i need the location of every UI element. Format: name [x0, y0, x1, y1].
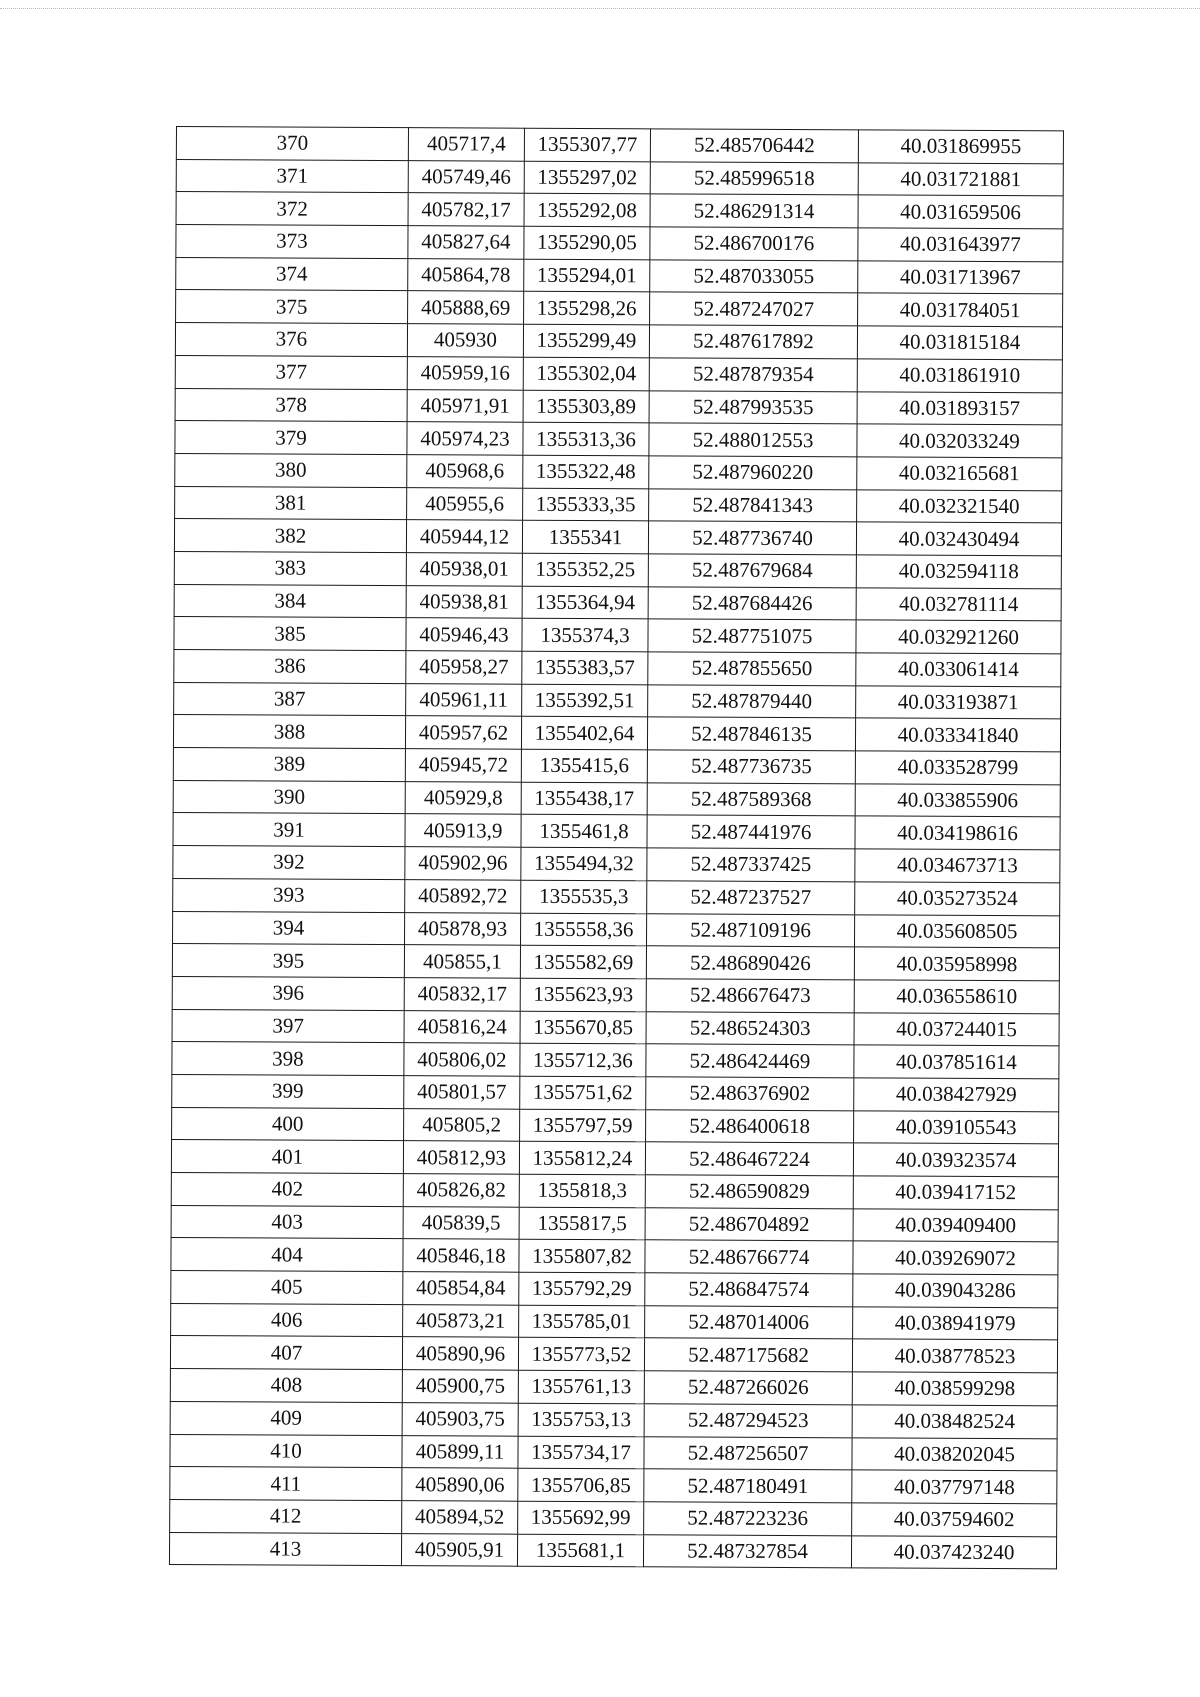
- latitude-cell: 52.487337425: [647, 848, 855, 882]
- point-number-cell: 399: [172, 1074, 404, 1108]
- y-coordinate-cell: 1355290,05: [524, 226, 650, 259]
- latitude-cell: 52.487846135: [647, 717, 855, 751]
- point-number-cell: 387: [174, 682, 406, 716]
- latitude-cell: 52.488012553: [649, 423, 857, 457]
- y-coordinate-cell: 1355807,82: [519, 1240, 645, 1273]
- y-coordinate-cell: 1355681,1: [517, 1534, 643, 1567]
- y-coordinate-cell: 1355298,26: [524, 292, 650, 325]
- y-coordinate-cell: 1355322,48: [523, 455, 649, 488]
- y-coordinate-cell: 1355341: [522, 520, 648, 553]
- latitude-cell: 52.487736740: [648, 521, 856, 555]
- x-coordinate-cell: 405873,21: [403, 1304, 519, 1337]
- table-row: [172, 1042, 1059, 1079]
- x-coordinate-cell: 405846,18: [403, 1239, 519, 1272]
- point-number-cell: 381: [175, 486, 407, 520]
- x-coordinate-cell: 405855,1: [404, 945, 520, 978]
- point-number-cell: 386: [174, 649, 406, 683]
- point-number-cell: 407: [170, 1336, 402, 1370]
- x-coordinate-cell: 405890,96: [402, 1337, 518, 1370]
- x-coordinate-cell: 405899,11: [402, 1435, 518, 1468]
- x-coordinate-cell: 405902,96: [405, 847, 521, 880]
- longitude-cell: 40.034198616: [855, 816, 1060, 850]
- latitude-cell: 52.487033055: [650, 260, 858, 294]
- x-coordinate-cell: 405961,11: [406, 683, 522, 716]
- point-number-cell: 411: [170, 1467, 402, 1501]
- latitude-cell: 52.486766774: [645, 1240, 853, 1274]
- table-row: [175, 421, 1062, 458]
- latitude-cell: 52.486467224: [645, 1142, 853, 1176]
- point-number-cell: 393: [173, 878, 405, 912]
- x-coordinate-cell: 405945,72: [405, 749, 521, 782]
- y-coordinate-cell: 1355753,13: [518, 1403, 644, 1436]
- x-coordinate-cell: 405816,24: [404, 1010, 520, 1043]
- latitude-cell: 52.487327854: [643, 1534, 851, 1568]
- table-row: [171, 1303, 1058, 1340]
- point-number-cell: 398: [172, 1042, 404, 1076]
- y-coordinate-cell: 1355623,93: [520, 978, 646, 1011]
- point-number-cell: 374: [176, 257, 408, 291]
- table-row: [176, 225, 1063, 262]
- table-row: [171, 1238, 1058, 1275]
- table-row: [170, 1336, 1057, 1373]
- coordinate-table-container: [169, 126, 1064, 1570]
- table-row: [176, 159, 1063, 196]
- point-number-cell: 383: [174, 551, 406, 585]
- y-coordinate-cell: 1355302,04: [523, 357, 649, 390]
- table-row: [174, 682, 1061, 719]
- y-coordinate-cell: 1355438,17: [521, 782, 647, 815]
- longitude-cell: 40.035958998: [854, 947, 1059, 981]
- latitude-cell: 52.487109196: [646, 913, 854, 947]
- point-number-cell: 400: [172, 1107, 404, 1141]
- point-number-cell: 378: [175, 388, 407, 422]
- latitude-cell: 52.486524303: [646, 1011, 854, 1045]
- point-number-cell: 373: [176, 225, 408, 259]
- y-coordinate-cell: 1355415,6: [521, 749, 647, 782]
- x-coordinate-cell: 405801,57: [404, 1076, 520, 1109]
- latitude-cell: 52.487751075: [648, 619, 856, 653]
- longitude-cell: 40.032781114: [856, 587, 1061, 621]
- x-coordinate-cell: 405892,72: [405, 879, 521, 912]
- point-number-cell: 408: [170, 1369, 402, 1403]
- y-coordinate-cell: 1355313,36: [523, 422, 649, 455]
- x-coordinate-cell: 405806,02: [404, 1043, 520, 1076]
- x-coordinate-cell: 405903,75: [402, 1402, 518, 1435]
- latitude-cell: 52.487841343: [649, 488, 857, 522]
- longitude-cell: 40.032033249: [857, 424, 1062, 458]
- x-coordinate-cell: 405805,2: [404, 1108, 520, 1141]
- latitude-cell: 52.487266026: [644, 1371, 852, 1405]
- latitude-cell: 52.486590829: [645, 1175, 853, 1209]
- x-coordinate-cell: 405854,84: [403, 1272, 519, 1305]
- longitude-cell: 40.039409400: [853, 1209, 1058, 1243]
- longitude-cell: 40.037244015: [854, 1012, 1059, 1046]
- x-coordinate-cell: 405959,16: [407, 356, 523, 389]
- table-row: [176, 127, 1063, 164]
- latitude-cell: 52.486676473: [646, 979, 854, 1013]
- y-coordinate-cell: 1355494,32: [521, 847, 647, 880]
- longitude-cell: 40.038427929: [854, 1078, 1059, 1112]
- longitude-cell: 40.032321540: [857, 489, 1062, 523]
- latitude-cell: 52.486424469: [646, 1044, 854, 1078]
- latitude-cell: 52.487175682: [644, 1338, 852, 1372]
- latitude-cell: 52.487993535: [649, 390, 857, 424]
- table-row: [170, 1401, 1057, 1438]
- y-coordinate-cell: 1355374,3: [522, 619, 648, 652]
- x-coordinate-cell: 405717,4: [408, 128, 524, 161]
- longitude-cell: 40.033061414: [856, 653, 1061, 687]
- latitude-cell: 52.487589368: [647, 783, 855, 817]
- table-row: [171, 1140, 1058, 1177]
- longitude-cell: 40.031643977: [858, 228, 1063, 262]
- longitude-cell: 40.033855906: [855, 784, 1060, 818]
- table-row: [174, 649, 1061, 686]
- table-row: [173, 780, 1060, 817]
- y-coordinate-cell: 1355773,52: [518, 1338, 644, 1371]
- point-number-cell: 406: [171, 1303, 403, 1337]
- table-row: [173, 911, 1060, 948]
- longitude-cell: 40.036558610: [854, 980, 1059, 1014]
- x-coordinate-cell: 405894,52: [402, 1500, 518, 1533]
- x-coordinate-cell: 405812,93: [403, 1141, 519, 1174]
- y-coordinate-cell: 1355582,69: [520, 945, 646, 978]
- table-row: [173, 878, 1060, 915]
- longitude-cell: 40.031713967: [858, 261, 1063, 295]
- point-number-cell: 396: [172, 976, 404, 1010]
- table-row: [172, 1009, 1059, 1046]
- y-coordinate-cell: 1355812,24: [519, 1142, 645, 1175]
- x-coordinate-cell: 405864,78: [408, 258, 524, 291]
- point-number-cell: 388: [173, 715, 405, 749]
- latitude-cell: 52.487247027: [650, 292, 858, 326]
- latitude-cell: 52.486291314: [650, 194, 858, 228]
- table-row: [174, 584, 1061, 621]
- longitude-cell: 40.031861910: [857, 359, 1062, 393]
- x-coordinate-cell: 405957,62: [405, 716, 521, 749]
- latitude-cell: 52.487855650: [648, 652, 856, 686]
- latitude-cell: 52.486400618: [646, 1109, 854, 1143]
- y-coordinate-cell: 1355817,5: [519, 1207, 645, 1240]
- x-coordinate-cell: 405839,5: [403, 1206, 519, 1239]
- point-number-cell: 389: [173, 748, 405, 782]
- latitude-cell: 52.487879354: [649, 358, 857, 392]
- table-row: [176, 192, 1063, 229]
- y-coordinate-cell: 1355292,08: [524, 194, 650, 227]
- longitude-cell: 40.038202045: [852, 1437, 1057, 1471]
- latitude-cell: 52.487679684: [648, 554, 856, 588]
- y-coordinate-cell: 1355818,3: [519, 1174, 645, 1207]
- y-coordinate-cell: 1355734,17: [518, 1436, 644, 1469]
- x-coordinate-cell: 405968,6: [407, 455, 523, 488]
- longitude-cell: 40.039417152: [853, 1176, 1058, 1210]
- point-number-cell: 375: [176, 290, 408, 324]
- latitude-cell: 52.487223236: [644, 1502, 852, 1536]
- longitude-cell: 40.034673713: [855, 849, 1060, 883]
- x-coordinate-cell: 405888,69: [408, 291, 524, 324]
- point-number-cell: 402: [171, 1172, 403, 1206]
- longitude-cell: 40.037423240: [851, 1535, 1056, 1569]
- longitude-cell: 40.039105543: [854, 1110, 1059, 1144]
- latitude-cell: 52.486890426: [646, 946, 854, 980]
- x-coordinate-cell: 405749,46: [408, 160, 524, 193]
- point-number-cell: 392: [173, 846, 405, 880]
- y-coordinate-cell: 1355558,36: [520, 913, 646, 946]
- point-number-cell: 405: [171, 1271, 403, 1305]
- point-number-cell: 372: [176, 192, 408, 226]
- longitude-cell: 40.031659506: [858, 195, 1063, 229]
- longitude-cell: 40.037594602: [852, 1503, 1057, 1537]
- latitude-cell: 52.487441976: [647, 815, 855, 849]
- x-coordinate-cell: 405946,43: [406, 618, 522, 651]
- y-coordinate-cell: 1355297,02: [524, 161, 650, 194]
- table-row: [172, 1107, 1059, 1144]
- table-row: [174, 519, 1061, 556]
- point-number-cell: 412: [170, 1499, 402, 1533]
- x-coordinate-cell: 405974,23: [407, 422, 523, 455]
- y-coordinate-cell: 1355761,13: [518, 1370, 644, 1403]
- point-number-cell: 376: [175, 323, 407, 357]
- table-row: [169, 1532, 1056, 1569]
- longitude-cell: 40.038941979: [853, 1307, 1058, 1341]
- latitude-cell: 52.486376902: [646, 1077, 854, 1111]
- x-coordinate-cell: 405878,93: [405, 912, 521, 945]
- point-number-cell: 401: [171, 1140, 403, 1174]
- point-number-cell: 394: [173, 911, 405, 945]
- y-coordinate-cell: 1355383,57: [522, 651, 648, 684]
- longitude-cell: 40.039269072: [853, 1241, 1058, 1275]
- table-row: [170, 1434, 1057, 1471]
- point-number-cell: 395: [172, 944, 404, 978]
- point-number-cell: 371: [176, 159, 408, 193]
- longitude-cell: 40.035273524: [855, 882, 1060, 916]
- table-row: [173, 846, 1060, 883]
- x-coordinate-cell: 405944,12: [406, 520, 522, 553]
- point-number-cell: 384: [174, 584, 406, 618]
- x-coordinate-cell: 405958,27: [406, 651, 522, 684]
- point-number-cell: 380: [175, 453, 407, 487]
- latitude-cell: 52.487237527: [647, 881, 855, 915]
- table-row: [175, 453, 1062, 490]
- y-coordinate-cell: 1355751,62: [520, 1076, 646, 1109]
- latitude-cell: 52.487960220: [649, 456, 857, 490]
- table-row: [173, 813, 1060, 850]
- point-number-cell: 377: [175, 355, 407, 389]
- y-coordinate-cell: 1355352,25: [522, 553, 648, 586]
- y-coordinate-cell: 1355670,85: [520, 1011, 646, 1044]
- y-coordinate-cell: 1355303,89: [523, 390, 649, 423]
- table-row: [172, 944, 1059, 981]
- latitude-cell: 52.486700176: [650, 227, 858, 261]
- table-row: [171, 1271, 1058, 1308]
- x-coordinate-cell: 405930: [407, 324, 523, 357]
- latitude-cell: 52.487256507: [644, 1436, 852, 1470]
- coordinate-table: [169, 126, 1064, 1570]
- table-row: [170, 1467, 1057, 1504]
- table-row: [172, 976, 1059, 1013]
- x-coordinate-cell: 405900,75: [402, 1370, 518, 1403]
- x-coordinate-cell: 405826,82: [403, 1174, 519, 1207]
- y-coordinate-cell: 1355364,94: [522, 586, 648, 619]
- longitude-cell: 40.031815184: [857, 326, 1062, 360]
- latitude-cell: 52.487180491: [644, 1469, 852, 1503]
- point-number-cell: 397: [172, 1009, 404, 1043]
- point-number-cell: 382: [174, 519, 406, 553]
- longitude-cell: 40.037797148: [852, 1470, 1057, 1504]
- longitude-cell: 40.033528799: [855, 751, 1060, 785]
- table-row: [173, 715, 1060, 752]
- longitude-cell: 40.031893157: [857, 391, 1062, 425]
- table-row: [171, 1172, 1058, 1209]
- longitude-cell: 40.032165681: [857, 457, 1062, 491]
- y-coordinate-cell: 1355797,59: [520, 1109, 646, 1142]
- y-coordinate-cell: 1355333,35: [523, 488, 649, 521]
- y-coordinate-cell: 1355706,85: [518, 1468, 644, 1501]
- x-coordinate-cell: 405827,64: [408, 226, 524, 259]
- x-coordinate-cell: 405955,6: [407, 487, 523, 520]
- longitude-cell: 40.038599298: [852, 1372, 1057, 1406]
- point-number-cell: 404: [171, 1238, 403, 1272]
- table-row: [173, 748, 1060, 785]
- latitude-cell: 52.487294523: [644, 1404, 852, 1438]
- table-row: [170, 1369, 1057, 1406]
- point-number-cell: 379: [175, 421, 407, 455]
- point-number-cell: 403: [171, 1205, 403, 1239]
- longitude-cell: 40.032430494: [856, 522, 1061, 556]
- longitude-cell: 40.037851614: [854, 1045, 1059, 1079]
- x-coordinate-cell: 405905,91: [401, 1533, 517, 1566]
- longitude-cell: 40.039323574: [853, 1143, 1058, 1177]
- latitude-cell: 52.487879440: [648, 684, 856, 718]
- latitude-cell: 52.485996518: [650, 162, 858, 196]
- longitude-cell: 40.033341840: [855, 718, 1060, 752]
- table-row: [175, 323, 1062, 360]
- latitude-cell: 52.487617892: [649, 325, 857, 359]
- x-coordinate-cell: 405913,9: [405, 814, 521, 847]
- point-number-cell: 409: [170, 1401, 402, 1435]
- point-number-cell: 413: [169, 1532, 401, 1566]
- longitude-cell: 40.031721881: [858, 163, 1063, 197]
- y-coordinate-cell: 1355294,01: [524, 259, 650, 292]
- point-number-cell: 410: [170, 1434, 402, 1468]
- y-coordinate-cell: 1355461,8: [521, 815, 647, 848]
- y-coordinate-cell: 1355785,01: [519, 1305, 645, 1338]
- table-row: [174, 551, 1061, 588]
- table-row: [175, 388, 1062, 425]
- latitude-cell: 52.487684426: [648, 586, 856, 620]
- point-number-cell: 370: [176, 127, 408, 161]
- longitude-cell: 40.032921260: [856, 620, 1061, 654]
- longitude-cell: 40.031869955: [858, 130, 1063, 164]
- point-number-cell: 391: [173, 813, 405, 847]
- latitude-cell: 52.486704892: [645, 1207, 853, 1241]
- longitude-cell: 40.031784051: [858, 293, 1063, 327]
- x-coordinate-cell: 405971,91: [407, 389, 523, 422]
- table-row: [176, 290, 1063, 327]
- y-coordinate-cell: 1355299,49: [523, 324, 649, 357]
- y-coordinate-cell: 1355792,29: [519, 1272, 645, 1305]
- x-coordinate-cell: 405929,8: [405, 781, 521, 814]
- table-row: [171, 1205, 1058, 1242]
- latitude-cell: 52.487736735: [647, 750, 855, 784]
- scan-edge-line: [0, 8, 1200, 9]
- x-coordinate-cell: 405938,81: [406, 585, 522, 618]
- table-row: [176, 257, 1063, 294]
- longitude-cell: 40.033193871: [856, 686, 1061, 720]
- x-coordinate-cell: 405782,17: [408, 193, 524, 226]
- x-coordinate-cell: 405890,06: [402, 1468, 518, 1501]
- y-coordinate-cell: 1355392,51: [522, 684, 648, 717]
- y-coordinate-cell: 1355692,99: [518, 1501, 644, 1534]
- table-row: [175, 486, 1062, 523]
- longitude-cell: 40.038482524: [852, 1405, 1057, 1439]
- longitude-cell: 40.039043286: [853, 1274, 1058, 1308]
- table-row: [175, 355, 1062, 392]
- y-coordinate-cell: 1355712,36: [520, 1043, 646, 1076]
- longitude-cell: 40.038778523: [852, 1339, 1057, 1373]
- table-row: [172, 1074, 1059, 1111]
- coordinate-table-body: [169, 127, 1063, 1570]
- latitude-cell: 52.485706442: [650, 129, 858, 163]
- y-coordinate-cell: 1355307,77: [524, 128, 650, 161]
- y-coordinate-cell: 1355402,64: [521, 717, 647, 750]
- longitude-cell: 40.035608505: [854, 914, 1059, 948]
- x-coordinate-cell: 405938,01: [406, 553, 522, 586]
- table-row: [174, 617, 1061, 654]
- latitude-cell: 52.486847574: [645, 1273, 853, 1307]
- point-number-cell: 390: [173, 780, 405, 814]
- latitude-cell: 52.487014006: [645, 1306, 853, 1340]
- point-number-cell: 385: [174, 617, 406, 651]
- x-coordinate-cell: 405832,17: [404, 978, 520, 1011]
- y-coordinate-cell: 1355535,3: [521, 880, 647, 913]
- table-row: [170, 1499, 1057, 1536]
- longitude-cell: 40.032594118: [856, 555, 1061, 589]
